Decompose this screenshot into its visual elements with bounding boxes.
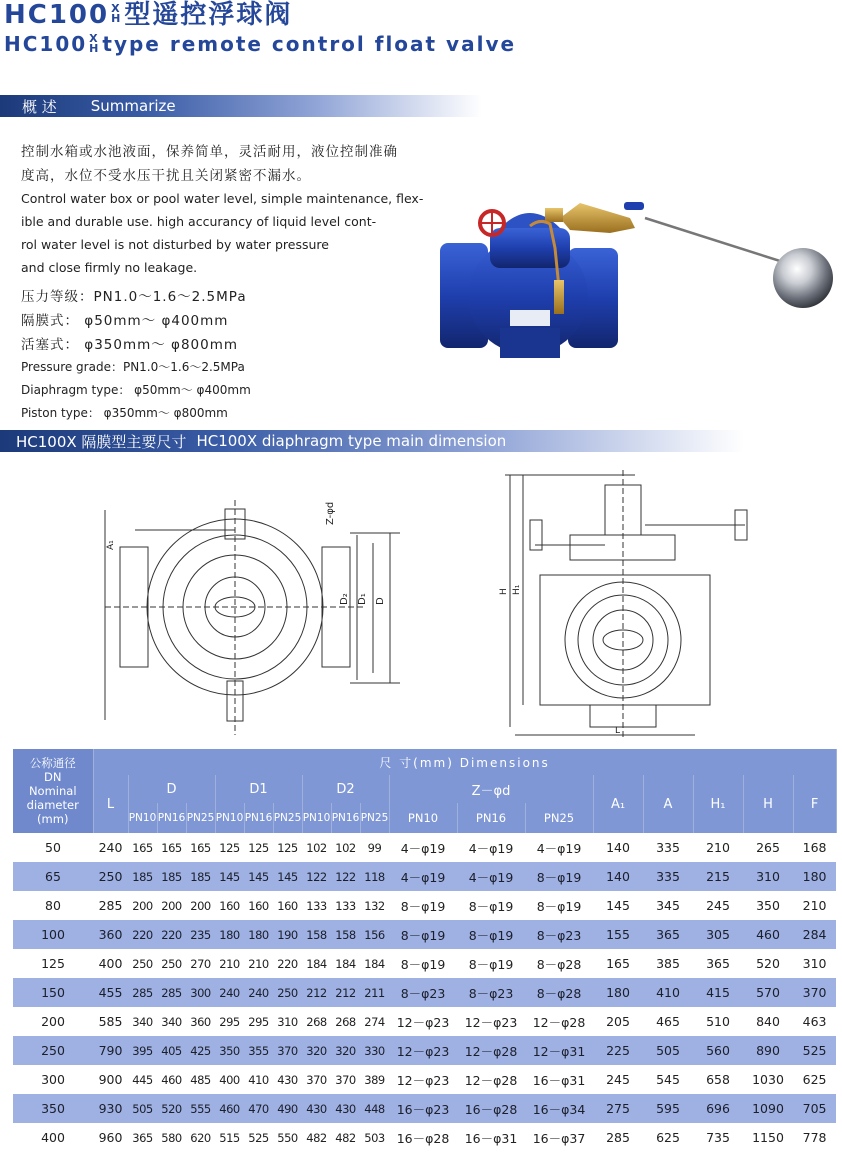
desc-en-line2: ible and durable use. high accurancy of liquid level cont- bbox=[21, 214, 377, 229]
dimension-table bbox=[13, 749, 837, 1152]
table-cell: 585 bbox=[98, 1014, 123, 1029]
table-cell: 205 bbox=[606, 1014, 630, 1029]
pn-subheader: PN25 bbox=[273, 803, 302, 833]
table-cell: 12－φ28 bbox=[532, 1014, 586, 1030]
table-cell: 268 bbox=[335, 1014, 356, 1029]
table-cell: 4－φ19 bbox=[468, 869, 514, 885]
table-cell: 185 bbox=[161, 869, 182, 884]
pn-z-subheader: PN16 bbox=[457, 803, 525, 833]
dn-cell: 250 bbox=[41, 1043, 65, 1058]
dn-cell: 65 bbox=[45, 869, 61, 884]
table-cell: 555 bbox=[190, 1101, 211, 1116]
table-cell: 8－φ28 bbox=[536, 985, 582, 1001]
table-cell: 158 bbox=[335, 927, 356, 942]
desc-en-line3: rol water level is not disturbed by water pressure bbox=[21, 237, 329, 252]
table-cell: 300 bbox=[190, 985, 211, 1000]
table-cell: 133 bbox=[335, 898, 356, 913]
table-cell: 212 bbox=[306, 985, 327, 1000]
table-cell: 550 bbox=[277, 1130, 298, 1145]
table-cell: 16－φ23 bbox=[396, 1101, 450, 1117]
table-cell: 510 bbox=[706, 1014, 730, 1029]
table-cell: 200 bbox=[132, 898, 153, 913]
table-cell: 12－φ31 bbox=[532, 1043, 586, 1059]
table-cell: 930 bbox=[98, 1101, 123, 1116]
table-cell: 165 bbox=[606, 956, 630, 971]
dn-cell: 300 bbox=[41, 1072, 65, 1087]
table-row bbox=[13, 978, 836, 1007]
table-cell: 295 bbox=[248, 1014, 269, 1029]
table-cell: 160 bbox=[277, 898, 298, 913]
table-cell: 133 bbox=[306, 898, 327, 913]
table-cell: 503 bbox=[364, 1130, 385, 1145]
table-cell: 8－φ19 bbox=[400, 898, 446, 914]
table-cell: 125 bbox=[277, 840, 298, 855]
table-cell: 595 bbox=[656, 1101, 680, 1116]
table-cell: 465 bbox=[656, 1014, 680, 1029]
dn-cell: 100 bbox=[41, 927, 65, 942]
table-cell: 365 bbox=[656, 927, 680, 942]
dimension-section-header bbox=[0, 430, 744, 452]
table-cell: 200 bbox=[190, 898, 211, 913]
dimension-table-body bbox=[13, 833, 836, 1152]
table-cell: 890 bbox=[756, 1043, 780, 1058]
spec-piston-en: Piston type： φ350mm～ φ800mm bbox=[21, 406, 228, 420]
summary-en: Summarize bbox=[90, 97, 176, 115]
col-d1: D1 bbox=[215, 775, 302, 803]
dimension-en: HC100X diaphragm type main dimension bbox=[196, 432, 507, 450]
pn-subheader: PN16 bbox=[244, 803, 273, 833]
table-cell: 525 bbox=[802, 1043, 827, 1058]
page-title-en: HC100 X H type remote control float valve bbox=[4, 31, 517, 56]
table-cell: 305 bbox=[706, 927, 730, 942]
pn-z-subheader: PN25 bbox=[525, 803, 593, 833]
table-cell: 430 bbox=[335, 1101, 356, 1116]
table-cell: 265 bbox=[756, 840, 780, 855]
table-cell: 460 bbox=[219, 1101, 240, 1116]
table-cell: 410 bbox=[656, 985, 680, 1000]
spec-diaphragm-en: Diaphragm type： φ50mm～ φ400mm bbox=[21, 383, 251, 397]
table-cell: 285 bbox=[606, 1130, 630, 1145]
table-cell: 180 bbox=[802, 869, 827, 884]
label-h1: H₁ bbox=[512, 584, 522, 595]
table-cell: 385 bbox=[656, 956, 680, 971]
table-cell: 184 bbox=[335, 956, 356, 971]
table-cell: 310 bbox=[756, 869, 780, 884]
col-h1: H₁ bbox=[693, 775, 743, 833]
table-cell: 350 bbox=[219, 1043, 240, 1058]
spec-diaphragm-cn: 隔膜式： φ50mm～ φ400mm bbox=[21, 313, 229, 329]
table-cell: 168 bbox=[802, 840, 827, 855]
spec-pressure-cn: 压力等级：PN1.0～1.6～2.5MPa bbox=[21, 289, 247, 305]
table-cell: 132 bbox=[364, 898, 385, 913]
table-cell: 430 bbox=[306, 1101, 327, 1116]
table-cell: 220 bbox=[132, 927, 153, 942]
table-cell: 210 bbox=[802, 898, 827, 913]
table-cell: 696 bbox=[706, 1101, 730, 1116]
table-cell: 250 bbox=[277, 985, 298, 1000]
table-cell: 620 bbox=[190, 1130, 211, 1145]
table-cell: 400 bbox=[98, 956, 123, 971]
table-cell: 184 bbox=[364, 956, 385, 971]
table-cell: 960 bbox=[98, 1130, 123, 1145]
table-cell: 122 bbox=[306, 869, 327, 884]
table-cell: 16－φ28 bbox=[396, 1130, 450, 1146]
table-cell: 345 bbox=[656, 898, 680, 913]
table-cell: 180 bbox=[248, 927, 269, 942]
label-d: D bbox=[375, 597, 386, 605]
dn-cell: 50 bbox=[45, 840, 61, 855]
table-cell: 8－φ19 bbox=[400, 927, 446, 943]
pn-subheader: PN25 bbox=[186, 803, 215, 833]
table-cell: 295 bbox=[219, 1014, 240, 1029]
spec-pressure-en: Pressure grade：PN1.0～1.6～2.5MPa bbox=[21, 360, 245, 374]
table-cell: 235 bbox=[190, 927, 211, 942]
table-cell: 625 bbox=[656, 1130, 680, 1145]
table-cell: 8－φ23 bbox=[468, 985, 514, 1001]
table-cell: 482 bbox=[335, 1130, 356, 1145]
table-row bbox=[13, 949, 836, 978]
table-cell: 4－φ19 bbox=[536, 840, 582, 856]
table-cell: 360 bbox=[98, 927, 123, 942]
table-cell: 165 bbox=[132, 840, 153, 855]
table-cell: 455 bbox=[98, 985, 123, 1000]
table-cell: 335 bbox=[656, 840, 680, 855]
label-h: H bbox=[499, 588, 509, 595]
table-cell: 274 bbox=[364, 1014, 385, 1029]
desc-en-line1: Control water box or pool water level, simple maintenance, flex- bbox=[21, 191, 424, 206]
table-cell: 4－φ19 bbox=[400, 869, 446, 885]
table-cell: 225 bbox=[606, 1043, 630, 1058]
table-cell: 340 bbox=[161, 1014, 182, 1029]
table-cell: 389 bbox=[364, 1072, 385, 1087]
table-cell: 8－φ19 bbox=[468, 927, 514, 943]
table-cell: 145 bbox=[277, 869, 298, 884]
table-row bbox=[13, 862, 836, 891]
col-f: F bbox=[793, 775, 836, 833]
table-cell: 8－φ19 bbox=[400, 956, 446, 972]
table-cell: 220 bbox=[161, 927, 182, 942]
pn-subheader: PN25 bbox=[360, 803, 389, 833]
col-d2: D2 bbox=[302, 775, 389, 803]
table-cell: 268 bbox=[306, 1014, 327, 1029]
table-cell: 463 bbox=[802, 1014, 827, 1029]
table-cell: 102 bbox=[335, 840, 356, 855]
title-prefix: HC100 bbox=[4, 0, 110, 30]
label-d1: D₁ bbox=[357, 593, 368, 605]
table-cell: 330 bbox=[364, 1043, 385, 1058]
dimensions-title: 尺 寸(mm) Dimensions bbox=[93, 749, 836, 775]
table-cell: 1150 bbox=[752, 1130, 784, 1145]
table-cell: 735 bbox=[706, 1130, 730, 1145]
table-cell: 16－φ37 bbox=[532, 1130, 586, 1146]
table-cell: 155 bbox=[606, 927, 630, 942]
table-cell: 16－φ31 bbox=[532, 1072, 586, 1088]
title-en-suffix: type remote control float valve bbox=[102, 32, 517, 56]
pn-subheader: PN10 bbox=[302, 803, 331, 833]
table-cell: 900 bbox=[98, 1072, 123, 1087]
table-cell: 140 bbox=[606, 840, 630, 855]
table-cell: 448 bbox=[364, 1101, 385, 1116]
table-cell: 460 bbox=[161, 1072, 182, 1087]
dn-cell: 400 bbox=[41, 1130, 65, 1145]
table-cell: 8－φ19 bbox=[536, 869, 582, 885]
table-cell: 190 bbox=[277, 927, 298, 942]
table-cell: 840 bbox=[756, 1014, 780, 1029]
dn-cell: 350 bbox=[41, 1101, 65, 1116]
side-view-drawing bbox=[495, 465, 755, 745]
table-cell: 570 bbox=[756, 985, 780, 1000]
pn-z-subheader: PN10 bbox=[389, 803, 457, 833]
table-cell: 99 bbox=[367, 840, 382, 855]
table-cell: 445 bbox=[132, 1072, 153, 1087]
title-variant-marks: X H bbox=[111, 1, 123, 25]
dn-header: 公称通径 DN Nominal diameter (mm) bbox=[13, 749, 93, 833]
table-cell: 165 bbox=[190, 840, 211, 855]
dimension-cn: HC100X 隔膜型主要尺寸 bbox=[16, 432, 187, 451]
table-cell: 705 bbox=[802, 1101, 827, 1116]
table-row bbox=[13, 920, 836, 949]
pn-subheader: PN16 bbox=[331, 803, 360, 833]
dn-cell: 80 bbox=[45, 898, 61, 913]
table-row bbox=[13, 1094, 836, 1123]
table-cell: 215 bbox=[706, 869, 730, 884]
desc-cn-line2: 度高，水位不受水压干扰且关闭紧密不漏水。 bbox=[21, 168, 311, 184]
table-cell: 12－φ28 bbox=[464, 1072, 518, 1088]
table-cell: 470 bbox=[248, 1101, 269, 1116]
table-cell: 220 bbox=[277, 956, 298, 971]
table-row bbox=[13, 1123, 836, 1152]
table-row bbox=[13, 833, 836, 862]
table-cell: 250 bbox=[161, 956, 182, 971]
table-cell: 310 bbox=[802, 956, 827, 971]
table-cell: 370 bbox=[306, 1072, 327, 1087]
table-cell: 8－φ23 bbox=[400, 985, 446, 1001]
table-cell: 525 bbox=[248, 1130, 269, 1145]
pn-subheader: PN10 bbox=[215, 803, 244, 833]
table-cell: 185 bbox=[190, 869, 211, 884]
desc-en-line4: and close firmly no leakage. bbox=[21, 260, 198, 275]
table-cell: 790 bbox=[98, 1043, 123, 1058]
table-cell: 410 bbox=[248, 1072, 269, 1087]
dn-cell: 150 bbox=[41, 985, 65, 1000]
table-cell: 1090 bbox=[752, 1101, 784, 1116]
table-cell: 370 bbox=[277, 1043, 298, 1058]
table-row bbox=[13, 891, 836, 920]
table-cell: 405 bbox=[161, 1043, 182, 1058]
pn-subheader: PN10 bbox=[128, 803, 157, 833]
table-cell: 482 bbox=[306, 1130, 327, 1145]
summary-cn: 概 述 bbox=[22, 97, 57, 116]
table-cell: 625 bbox=[802, 1072, 827, 1087]
table-cell: 165 bbox=[161, 840, 182, 855]
table-cell: 212 bbox=[335, 985, 356, 1000]
table-cell: 560 bbox=[706, 1043, 730, 1058]
table-cell: 778 bbox=[802, 1130, 827, 1145]
table-cell: 425 bbox=[190, 1043, 211, 1058]
table-cell: 340 bbox=[132, 1014, 153, 1029]
table-cell: 16－φ34 bbox=[532, 1101, 586, 1117]
table-cell: 200 bbox=[161, 898, 182, 913]
table-cell: 4－φ19 bbox=[468, 840, 514, 856]
table-cell: 210 bbox=[248, 956, 269, 971]
desc-cn-line1: 控制水箱或水池液面，保养简单，灵活耐用，液位控制准确 bbox=[21, 144, 398, 160]
table-cell: 16－φ28 bbox=[464, 1101, 518, 1117]
table-cell: 580 bbox=[161, 1130, 182, 1145]
table-cell: 490 bbox=[277, 1101, 298, 1116]
table-cell: 12－φ23 bbox=[396, 1072, 450, 1088]
table-cell: 8－φ28 bbox=[536, 956, 582, 972]
table-cell: 12－φ23 bbox=[464, 1014, 518, 1030]
table-cell: 365 bbox=[132, 1130, 153, 1145]
float-valve-photo bbox=[430, 188, 842, 373]
table-cell: 285 bbox=[132, 985, 153, 1000]
table-cell: 16－φ31 bbox=[464, 1130, 518, 1146]
table-cell: 145 bbox=[248, 869, 269, 884]
table-cell: 12－φ28 bbox=[464, 1043, 518, 1059]
table-cell: 240 bbox=[219, 985, 240, 1000]
label-z-phi-d: Z-φd bbox=[325, 501, 336, 525]
table-cell: 8－φ19 bbox=[468, 898, 514, 914]
table-row bbox=[13, 1065, 836, 1094]
table-cell: 485 bbox=[190, 1072, 211, 1087]
table-cell: 240 bbox=[248, 985, 269, 1000]
table-cell: 505 bbox=[656, 1043, 680, 1058]
table-cell: 250 bbox=[132, 956, 153, 971]
col-z-phi-d: Z－φd bbox=[389, 775, 593, 803]
table-cell: 240 bbox=[98, 840, 123, 855]
table-cell: 8－φ19 bbox=[468, 956, 514, 972]
table-cell: 158 bbox=[306, 927, 327, 942]
page-title-cn bbox=[4, 0, 292, 31]
table-cell: 370 bbox=[802, 985, 827, 1000]
table-cell: 156 bbox=[364, 927, 385, 942]
table-cell: 125 bbox=[248, 840, 269, 855]
table-cell: 270 bbox=[190, 956, 211, 971]
table-cell: 12－φ23 bbox=[396, 1043, 450, 1059]
table-cell: 184 bbox=[306, 956, 327, 971]
table-cell: 460 bbox=[756, 927, 780, 942]
label-d2: D₂ bbox=[339, 593, 350, 605]
table-cell: 520 bbox=[756, 956, 780, 971]
table-cell: 400 bbox=[219, 1072, 240, 1087]
dn-cell: 125 bbox=[41, 956, 65, 971]
table-cell: 145 bbox=[606, 898, 630, 913]
table-cell: 285 bbox=[98, 898, 123, 913]
table-cell: 160 bbox=[219, 898, 240, 913]
table-cell: 370 bbox=[335, 1072, 356, 1087]
float-ball bbox=[773, 248, 833, 308]
table-cell: 365 bbox=[706, 956, 730, 971]
table-cell: 8－φ19 bbox=[536, 898, 582, 914]
table-cell: 180 bbox=[606, 985, 630, 1000]
dn-cell: 200 bbox=[41, 1014, 65, 1029]
table-cell: 545 bbox=[656, 1072, 680, 1087]
table-cell: 310 bbox=[277, 1014, 298, 1029]
table-cell: 275 bbox=[606, 1101, 630, 1116]
col-l: L bbox=[93, 775, 128, 833]
table-cell: 122 bbox=[335, 869, 356, 884]
col-d: D bbox=[128, 775, 215, 803]
table-cell: 658 bbox=[706, 1072, 730, 1087]
title-suffix: 型遥控浮球阀 bbox=[124, 0, 293, 30]
table-cell: 430 bbox=[277, 1072, 298, 1087]
table-cell: 285 bbox=[161, 985, 182, 1000]
front-view-drawing bbox=[95, 495, 415, 745]
table-cell: 245 bbox=[706, 898, 730, 913]
col-a1: A₁ bbox=[593, 775, 643, 833]
table-cell: 250 bbox=[98, 869, 123, 884]
table-cell: 210 bbox=[219, 956, 240, 971]
table-cell: 395 bbox=[132, 1043, 153, 1058]
table-cell: 320 bbox=[335, 1043, 356, 1058]
summary-section-header bbox=[0, 95, 482, 117]
table-cell: 335 bbox=[656, 869, 680, 884]
spec-piston-cn: 活塞式： φ350mm～ φ800mm bbox=[21, 337, 239, 353]
table-cell: 12－φ23 bbox=[396, 1014, 450, 1030]
col-h: H bbox=[743, 775, 793, 833]
table-cell: 320 bbox=[306, 1043, 327, 1058]
table-cell: 211 bbox=[364, 985, 385, 1000]
table-cell: 8－φ23 bbox=[536, 927, 582, 943]
table-cell: 284 bbox=[802, 927, 827, 942]
label-l: L bbox=[615, 726, 621, 736]
table-cell: 415 bbox=[706, 985, 730, 1000]
table-cell: 360 bbox=[190, 1014, 211, 1029]
table-cell: 102 bbox=[306, 840, 327, 855]
table-cell: 185 bbox=[132, 869, 153, 884]
col-a: A bbox=[643, 775, 693, 833]
table-cell: 210 bbox=[706, 840, 730, 855]
table-cell: 118 bbox=[364, 869, 385, 884]
table-cell: 145 bbox=[219, 869, 240, 884]
table-cell: 125 bbox=[219, 840, 240, 855]
label-a1: A₁ bbox=[106, 540, 116, 550]
table-cell: 180 bbox=[219, 927, 240, 942]
table-cell: 520 bbox=[161, 1101, 182, 1116]
table-cell: 505 bbox=[132, 1101, 153, 1116]
table-cell: 4－φ19 bbox=[400, 840, 446, 856]
table-row bbox=[13, 1007, 836, 1036]
table-cell: 350 bbox=[756, 898, 780, 913]
table-cell: 355 bbox=[248, 1043, 269, 1058]
table-cell: 245 bbox=[606, 1072, 630, 1087]
table-cell: 140 bbox=[606, 869, 630, 884]
table-cell: 1030 bbox=[752, 1072, 784, 1087]
table-row bbox=[13, 1036, 836, 1065]
pn-subheader: PN16 bbox=[157, 803, 186, 833]
table-cell: 515 bbox=[219, 1130, 240, 1145]
table-cell: 160 bbox=[248, 898, 269, 913]
